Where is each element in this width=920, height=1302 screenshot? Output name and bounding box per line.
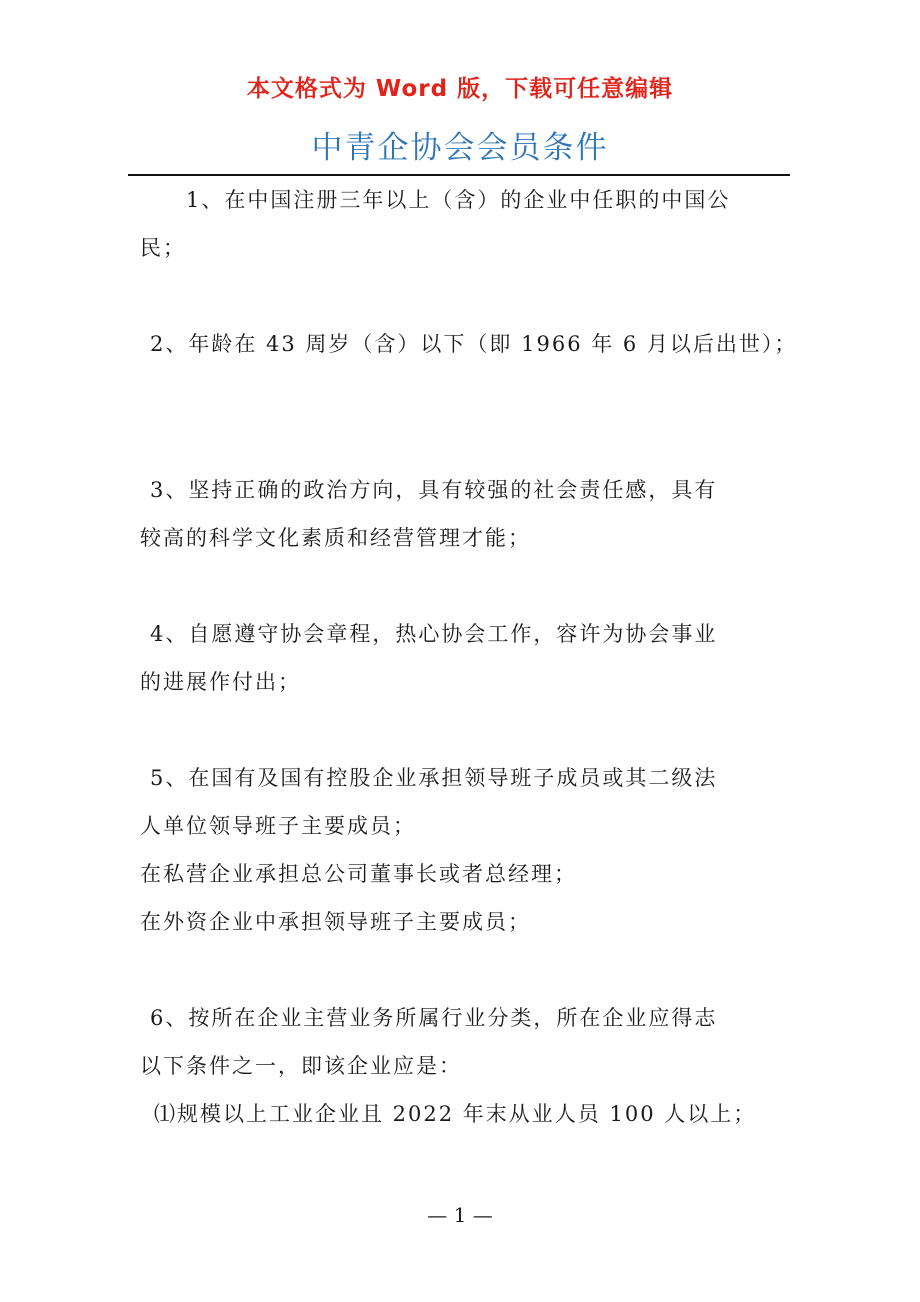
paragraph-line: 5、在国有及国有控股企业承担领导班子成员或其二级法 <box>150 766 718 790</box>
document-title: 中青企协会会员条件 <box>311 130 609 166</box>
paragraph-line: 4、自愿遵守协会章程，热心协会工作，容许为协会事业 <box>150 622 718 646</box>
paragraph-line: 2、年龄在 43 周岁（含）以下（即 1966 年 6 月以后出世）； <box>150 332 798 356</box>
paragraph-line: 3、坚持正确的政治方向，具有较强的社会责任感，具有 <box>150 478 718 502</box>
page-number: — 1 — <box>427 1203 493 1227</box>
paragraph-line: 在私营企业承担总公司董事长或者总经理； <box>140 862 577 886</box>
paragraph-line: 人单位领导班子主要成员； <box>140 814 416 838</box>
title-divider <box>128 174 790 176</box>
download-notice-banner: 本文格式为 Word 版，下载可任意编辑 <box>246 76 674 102</box>
paragraph-line: 1、在中国注册三年以上（含）的企业中任职的中国公 <box>186 188 731 212</box>
paragraph-line: 的进展作付出； <box>140 670 301 694</box>
paragraph-line: 在外资企业中承担领导班子主要成员； <box>140 910 531 934</box>
paragraph-line: ⑴规模以上工业企业且 2022 年末从业人员 100 人以上； <box>154 1102 757 1126</box>
paragraph-line: 较高的科学文化素质和经营管理才能； <box>140 526 531 550</box>
paragraph-line: 民； <box>140 236 186 260</box>
paragraph-line: 以下条件之一，即该企业应是： <box>140 1054 462 1078</box>
paragraph-line: 6、按所在企业主营业务所属行业分类，所在企业应得志 <box>150 1006 718 1030</box>
